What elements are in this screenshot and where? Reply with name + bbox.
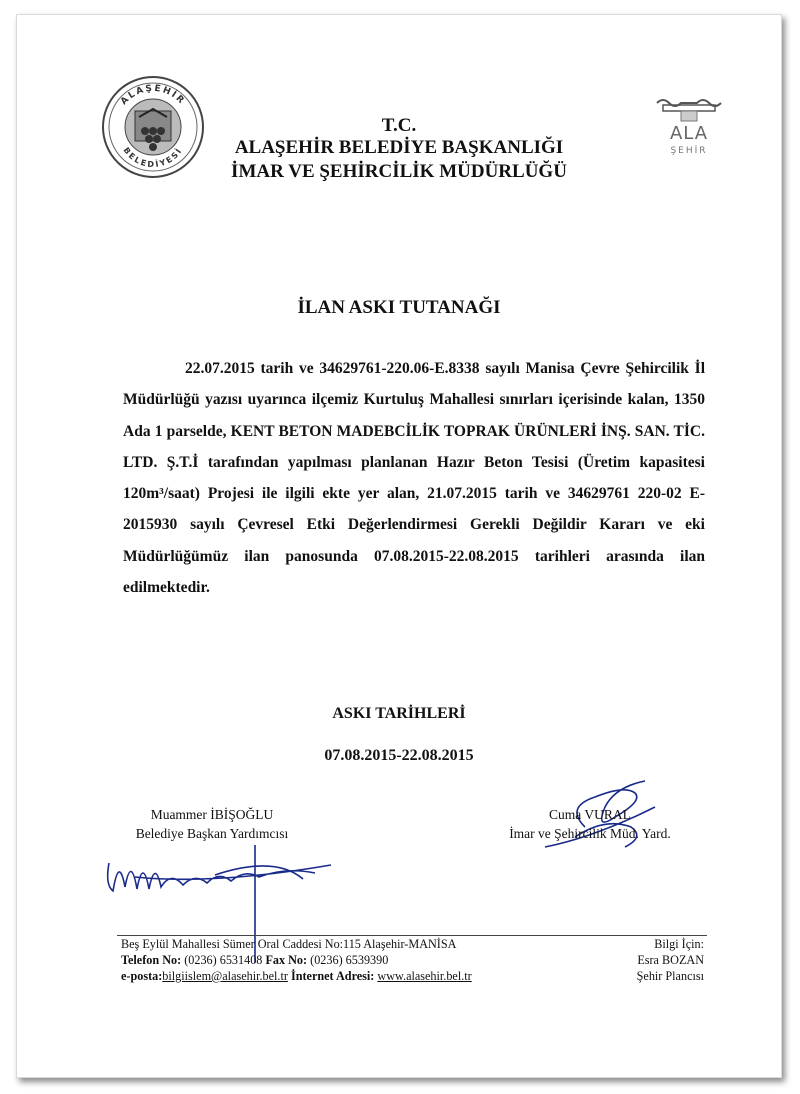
- document-page: [16, 14, 782, 1078]
- footer-web-line: [121, 968, 551, 984]
- web-link[interactable]: www.alasehir.bel.tr: [377, 969, 472, 983]
- email-link[interactable]: bilgiislem@alasehir.bel.tr: [162, 969, 288, 983]
- signer-title-left: Belediye Başkan Yardımcısı: [135, 826, 289, 841]
- body-paragraph: 22.07.2015 tarih ve 34629761-220.06-E.8338 sayılı Manisa Çevre Şehircilik İl Müdürlüğü yazısı uyarınca ilçemiz Kurtuluş Mahallesi sınırları içerisinde kalan, 1350 Ada 1 parselde, KENT BETON MADEBCİLİK TOPRAK ÜRÜNLERİ İNŞ. SAN. TİC. LTD. Ş.T.İ tarafından yapılması planlanan Hazır Beton Tesisi (Üretim kapasitesi 120m³/saat) Projesi ile ilgili ekte yer alan, 21.07.2015 tarih ve 34629761 220-02 E-2015930 sayılı Çevresel Etki Değerlendirmesi Gerekli Değildir Kararı ve eki Müdürlüğümüz ilan panosunda 07.08.2015-22.08.2015 tarihleri arasında ilan edilmektedir.: [123, 360, 705, 597]
- signature-block-left: [107, 805, 317, 843]
- signer-title-right: İmar ve Şehircilik Müd. Yard.: [509, 826, 671, 841]
- document-title: İLAN ASKI TUTANAĞI: [297, 297, 501, 318]
- svg-text:ALAŞEHİR: ALAŞEHİR: [119, 83, 187, 108]
- info-label: Bilgi İçin:: [654, 937, 704, 951]
- svg-text:BELEDİYESİ: BELEDİYESİ: [121, 145, 185, 170]
- footer-contact: [121, 936, 551, 984]
- header-country: T.C.: [381, 115, 417, 136]
- footer-address: Beş Eylül Mahallesi Sümer Oral Caddesi No:115 Alaşehir-MANİSA: [121, 937, 457, 951]
- phone-label: Telefon No:: [121, 953, 182, 967]
- signer-name-left: Muammer İBİŞOĞLU: [150, 807, 274, 822]
- document-body: [123, 353, 705, 603]
- phone-value: (0236) 6531408: [184, 953, 263, 967]
- header-institution: ALAŞEHİR BELEDİYE BAŞKANLIĞI: [234, 137, 564, 158]
- web-label: İnternet Adresi:: [290, 969, 375, 983]
- email-label: e-posta:: [121, 969, 163, 983]
- svg-text:ŞEHİR: ŞEHİR: [670, 146, 708, 156]
- header-department: İMAR VE ŞEHİRCİLİK MÜDÜRLÜĞÜ: [231, 161, 567, 182]
- dates-heading: ASKI TARİHLERİ: [332, 705, 466, 722]
- dates-value: 07.08.2015-22.08.2015: [324, 747, 474, 764]
- signer-name-right: Cuma VURAL: [549, 807, 631, 822]
- svg-text:ALA: ALA: [669, 123, 709, 144]
- footer-phone-line: [121, 952, 551, 968]
- info-title: Şehir Plancısı: [636, 969, 704, 983]
- signature-block-right: [477, 805, 703, 843]
- fax-label: Fax No:: [265, 953, 308, 967]
- info-name: Esra BOZAN: [637, 953, 704, 967]
- footer-info: [577, 936, 704, 984]
- fax-value: (0236) 6539390: [310, 953, 389, 967]
